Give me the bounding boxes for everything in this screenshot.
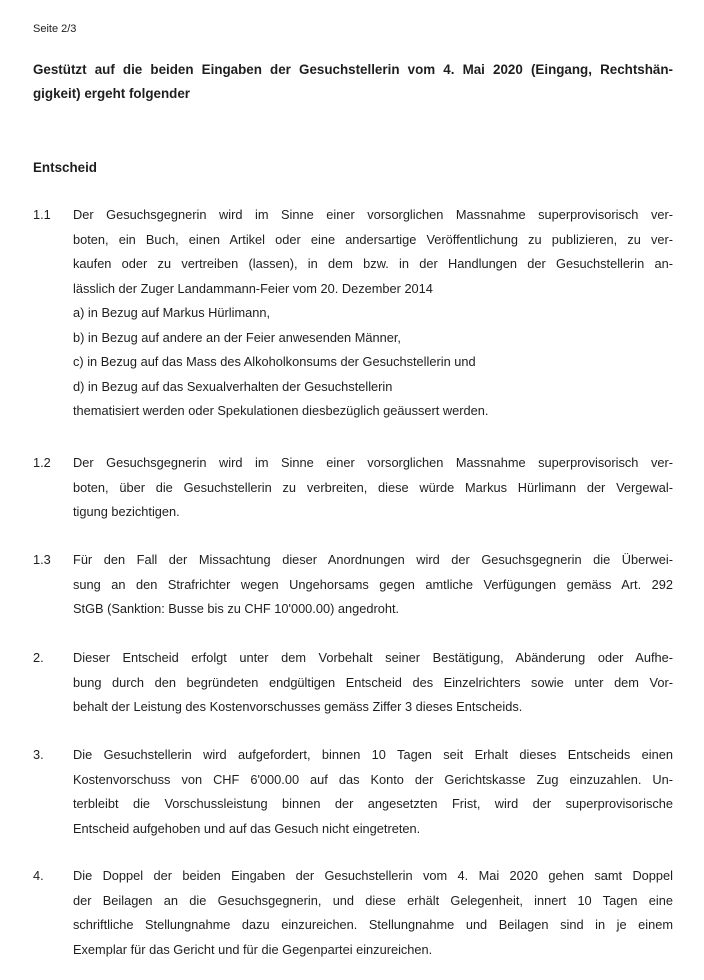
decision-item-1-3: [33, 548, 673, 622]
item-text: [73, 743, 673, 841]
decision-item-1-2: [33, 451, 673, 525]
item-number: 1.2: [33, 455, 51, 470]
text-line: Für den Fall der Missachtung dieser Anordnungen wird der Gesuchsgegnerin die Überwei-: [73, 552, 673, 567]
text-line: Dieser Entscheid erfolgt unter dem Vorbehalt seiner Bestätigung, Abänderung oder Aufhe-: [73, 650, 673, 665]
text-line: sung an den Strafrichter wegen Ungehorsams gegen amtliche Verfügungen gemäss Art. 292: [73, 576, 673, 592]
decision-item-3: [33, 743, 673, 841]
decision-item-1-1: [33, 203, 673, 424]
intro-line: gigkeit) ergeht folgender: [33, 86, 190, 101]
item-number: 3.: [33, 747, 44, 762]
text-line: bung durch den begründeten endgültigen Entscheid des Einzelrichters sowie unter dem Vor-: [73, 674, 673, 690]
decision-item-2: [33, 646, 673, 720]
text-line: tigung bezichtigen.: [73, 504, 180, 519]
text-line: Entscheid aufgehoben und auf das Gesuch nicht eingetreten.: [73, 820, 421, 836]
text-line: Kostenvorschuss von CHF 6'000.00 auf das Konto der Gerichtskasse Zug einzuzahlen. Un-: [73, 771, 673, 787]
text-line: der Beilagen an die Gesuchsgegnerin, und diese erhält Gelegenheit, innert 10 Tagen eine: [73, 892, 673, 908]
text-line: c) in Bezug auf das Mass des Alkoholkonsums der Gesuchstellerin und: [73, 354, 476, 369]
intro-paragraph: [33, 58, 673, 106]
decision-item-4: [33, 864, 673, 962]
item-text: [73, 548, 673, 622]
text-line: boten, über die Gesuchstellerin zu verbreiten, diese würde Markus Hürlimann der Vergewal-: [73, 479, 673, 495]
text-line: Die Gesuchstellerin wird aufgefordert, binnen 10 Tagen seit Erhalt dieses Entscheids einen: [73, 747, 673, 762]
item-text: [73, 451, 673, 525]
text-line: schriftliche Stellungnahme dazu einzureichen. Stellungnahme und Beilagen sind in je einem: [73, 917, 673, 932]
text-line: lässlich der Zuger Landammann-Feier vom 20. Dezember 2014: [73, 280, 433, 296]
text-line: boten, ein Buch, einen Artikel oder eine andersartige Veröffentlichung zu publizieren, zu ver-: [73, 231, 673, 247]
intro-line: Gestützt auf die beiden Eingaben der Gesuchstellerin vom 4. Mai 2020 (Eingang, Rechtshän-: [33, 62, 673, 77]
text-line: d) in Bezug auf das Sexualverhalten der Gesuchstellerin: [73, 378, 393, 394]
item-number: 1.1: [33, 207, 51, 222]
text-line: Der Gesuchsgegnerin wird im Sinne einer vorsorglichen Massnahme superprovisorisch ver-: [73, 207, 673, 222]
text-line: a) in Bezug auf Markus Hürlimann,: [73, 305, 271, 320]
text-line: Der Gesuchsgegnerin wird im Sinne einer vorsorglichen Massnahme superprovisorisch ver-: [73, 455, 673, 470]
item-number: 2.: [33, 650, 44, 665]
text-line: StGB (Sanktion: Busse bis zu CHF 10'000.00) angedroht.: [73, 601, 400, 616]
text-line: Die Doppel der beiden Eingaben der Gesuchstellerin vom 4. Mai 2020 gehen samt Doppel: [73, 868, 673, 883]
page-number: Seite 2/3: [33, 23, 77, 35]
text-line: behalt der Leistung des Kostenvorschusses gemäss Ziffer 3 dieses Entscheids.: [73, 699, 523, 714]
item-text: [73, 864, 673, 962]
text-line: thematisiert werden oder Spekulationen diesbezüglich geäussert werden.: [73, 403, 489, 418]
text-line: Exemplar für das Gericht und für die Gegenpartei einzureichen.: [73, 941, 433, 957]
item-number: 4.: [33, 868, 44, 883]
item-text: [73, 646, 673, 720]
text-line: b) in Bezug auf andere an der Feier anwesenden Männer,: [73, 329, 401, 345]
text-line: terbleibt die Vorschussleistung binnen der angesetzten Frist, wird der superprovisorische: [73, 796, 673, 811]
section-heading: Entscheid: [33, 160, 97, 175]
item-number: 1.3: [33, 552, 51, 567]
item-text: [73, 203, 673, 424]
text-line: kaufen oder zu vertreiben (lassen), in dem bzw. in der Handlungen der Gesuchstellerin an-: [73, 256, 673, 271]
